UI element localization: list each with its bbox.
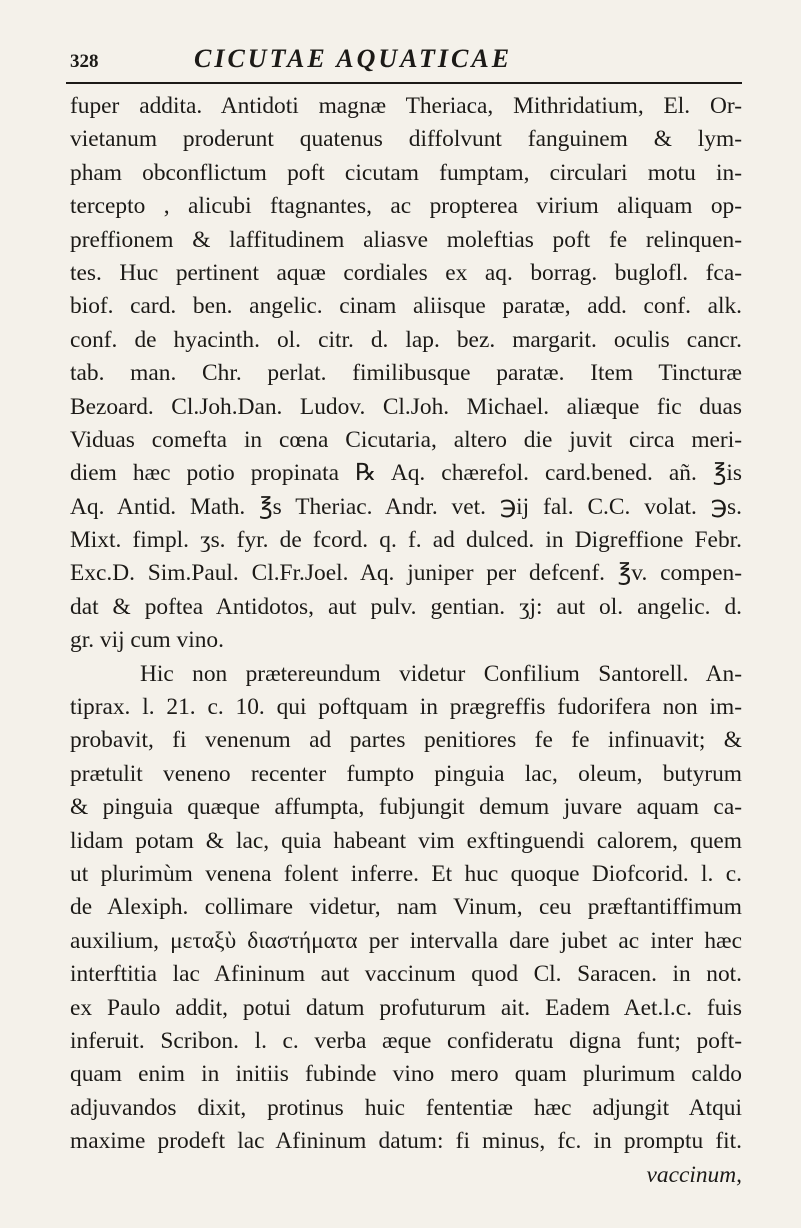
- text-line: gr. vij cum vino.: [70, 627, 224, 654]
- text-line: ut plurimùm venena folent inferre. Et huc quoque Diofcorid. l. c.: [70, 860, 742, 887]
- text-line: interftitia lac Afininum aut vaccinum quod Cl. Saracen. in not.: [70, 961, 742, 988]
- text-line: auxilium, μεταξὺ διαστήματα per intervalla dare jubet ac inter hæc: [70, 927, 742, 954]
- text-line: Mixt. fimpl. ʒs. fyr. de fcord. q. f. ad dulced. in Digreffione Febr.: [70, 527, 742, 554]
- text-line: preffionem & laffitudinem aliasve moleftias poft fe relinquen-: [70, 226, 742, 253]
- text-line: adjuvandos dixit, protinus huic fententiæ hæc adjungit Atqui: [70, 1094, 742, 1121]
- text-line: ex Paulo addit, potui datum profuturum ait. Eadem Aet.l.c. fuis: [70, 994, 742, 1021]
- text-line: Exc.D. Sim.Paul. Cl.Fr.Joel. Aq. juniper per defcenf. ℥v. compen-: [70, 560, 742, 587]
- text-line: lidam potam & lac, quia habeant vim exftinguendi calorem, quem: [70, 827, 742, 854]
- text-line: diem hæc potio propinata ℞ Aq. chærefol. card.bened. añ. ℥is: [70, 460, 742, 487]
- text-line: quam enim in initiis fubinde vino mero quam plurimum caldo: [70, 1061, 742, 1088]
- text-line: tercepto , alicubi ftagnantes, ac propterea virium aliquam op-: [70, 193, 742, 220]
- text-line: dat & poftea Antidotos, aut pulv. gentian. ʒj: aut ol. angelic. d.: [70, 593, 742, 620]
- text-line: vietanum proderunt quatenus diffolvunt fanguinem & lym-: [70, 126, 742, 153]
- page-number: 328: [70, 51, 99, 72]
- text-line: conf. de hyacinth. ol. citr. d. lap. bez. margarit. oculis cancr.: [70, 326, 742, 353]
- paragraph-start-line: Hic non prætereundum videtur Confilium Santorell. An-: [140, 660, 742, 687]
- catchword: vaccinum,: [646, 1161, 742, 1188]
- text-line: Viduas comefta in cœna Cicutaria, altero die juvit circa meri-: [70, 426, 742, 453]
- text-line: biof. card. ben. angelic. cinam aliisque paratæ, add. conf. alk.: [70, 293, 742, 320]
- body-text: [70, 90, 742, 1192]
- text-line: maxime prodeft lac Afininum datum: fi minus, fc. in promptu fit.: [70, 1128, 742, 1155]
- text-line: fuper addita. Antidoti magnæ Theriaca, Mithridatium, El. Or-: [70, 93, 742, 119]
- text-line: prætulit veneno recenter fumpto pinguia lac, oleum, butyrum: [70, 760, 742, 787]
- text-line: tes. Huc pertinent aquæ cordiales ex aq. borrag. buglofl. fca-: [70, 259, 742, 286]
- running-head: CICUTAE AQUATICAE: [194, 44, 513, 73]
- header-rule: [66, 82, 742, 84]
- text-line: & pinguia quæque affumpta, fubjungit demum juvare aquam ca-: [70, 794, 742, 821]
- text-line: inferuit. Scribon. l. c. verba æque confideratu digna funt; poft-: [70, 1027, 742, 1054]
- text-line: Aq. Antid. Math. ℥s Theriac. Andr. vet. ℈ij fal. C.C. volat. ℈s.: [70, 493, 742, 520]
- text-line: de Alexiph. collimare videtur, nam Vinum, ceu præftantiffimum: [70, 894, 742, 921]
- text-line: pham obconflictum poft cicutam fumptam, circulari motu in-: [70, 159, 742, 186]
- text-line: tab. man. Chr. perlat. fimilibusque paratæ. Item Tincturæ: [70, 360, 742, 387]
- text-line: tiprax. l. 21. c. 10. qui poftquam in prægreffis fudorifera non im-: [70, 694, 742, 721]
- page-header: [70, 44, 739, 78]
- text-line: Bezoard. Cl.Joh.Dan. Ludov. Cl.Joh. Michael. aliæque fic duas: [70, 393, 742, 420]
- text-line: probavit, fi venenum ad partes penitiores fe fe infinuavit; &: [70, 727, 742, 754]
